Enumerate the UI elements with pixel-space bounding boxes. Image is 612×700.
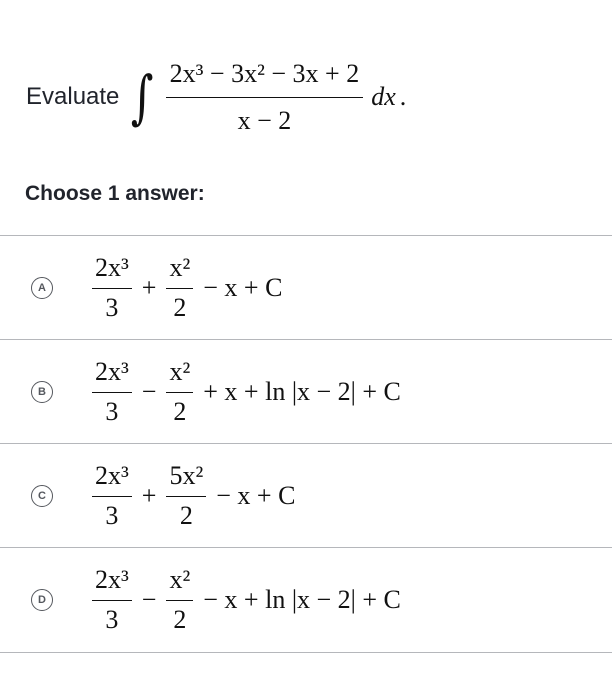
choice-badge-c[interactable]: C	[31, 485, 53, 507]
term2-fraction	[166, 565, 193, 635]
choice-expression	[88, 357, 401, 427]
term1-numerator: 2x³	[92, 565, 132, 601]
term1-fraction	[92, 253, 132, 323]
choice-d[interactable]	[0, 547, 612, 653]
term2-numerator: 5x²	[166, 461, 206, 497]
term2-numerator: x²	[166, 357, 193, 393]
term1-fraction	[92, 357, 132, 427]
term2-denominator: 2	[179, 500, 193, 530]
term2-denominator: 2	[173, 605, 187, 634]
choice-b[interactable]	[0, 339, 612, 443]
term1-numerator: 2x³	[92, 357, 132, 393]
choose-label: Choose 1 answer:	[25, 182, 205, 205]
term1-denominator: 3	[105, 500, 119, 530]
question-period: .	[399, 82, 407, 111]
operator: −	[141, 376, 157, 406]
term2-fraction	[166, 357, 193, 427]
term1-fraction	[92, 461, 132, 531]
term1-numerator: 2x³	[92, 461, 132, 497]
operator: +	[141, 480, 157, 510]
question-prompt: Evaluate	[26, 83, 120, 110]
term1-denominator: 3	[105, 396, 119, 426]
operator: +	[141, 272, 157, 302]
choice-a[interactable]	[0, 235, 612, 339]
term2-fraction	[166, 253, 193, 323]
expression-tail: + x + ln |x − 2| + C	[203, 376, 401, 406]
term1-denominator: 3	[105, 292, 119, 322]
expression-tail: − x + C	[203, 272, 283, 302]
choice-c[interactable]	[0, 443, 612, 547]
operator: −	[141, 585, 157, 614]
integrand-numerator: 2x³ − 3x² − 3x + 2	[166, 59, 364, 98]
integrand-fraction	[166, 59, 364, 136]
choice-badge-d[interactable]: D	[31, 589, 53, 611]
term2-numerator: x²	[166, 565, 193, 601]
term1-numerator: 2x³	[92, 253, 132, 289]
differential: dx	[371, 82, 396, 111]
term1-fraction	[92, 565, 132, 635]
choice-badge-a[interactable]: A	[31, 277, 53, 299]
integrand-denominator: x − 2	[237, 105, 292, 135]
choice-badge-b[interactable]: B	[31, 381, 53, 403]
question	[26, 55, 406, 139]
term1-denominator: 3	[105, 605, 119, 634]
term2-fraction	[166, 461, 206, 531]
term2-denominator: 2	[173, 396, 187, 426]
term2-denominator: 2	[173, 292, 187, 322]
choice-expression	[88, 565, 401, 635]
expression-tail: − x + C	[216, 480, 296, 510]
term2-numerator: x²	[166, 253, 193, 289]
choice-expression	[88, 253, 282, 323]
integral-sign-icon: ∫	[131, 63, 154, 131]
answer-choices	[0, 235, 612, 653]
expression-tail: − x + ln |x − 2| + C	[203, 585, 401, 614]
choice-expression	[88, 461, 295, 531]
